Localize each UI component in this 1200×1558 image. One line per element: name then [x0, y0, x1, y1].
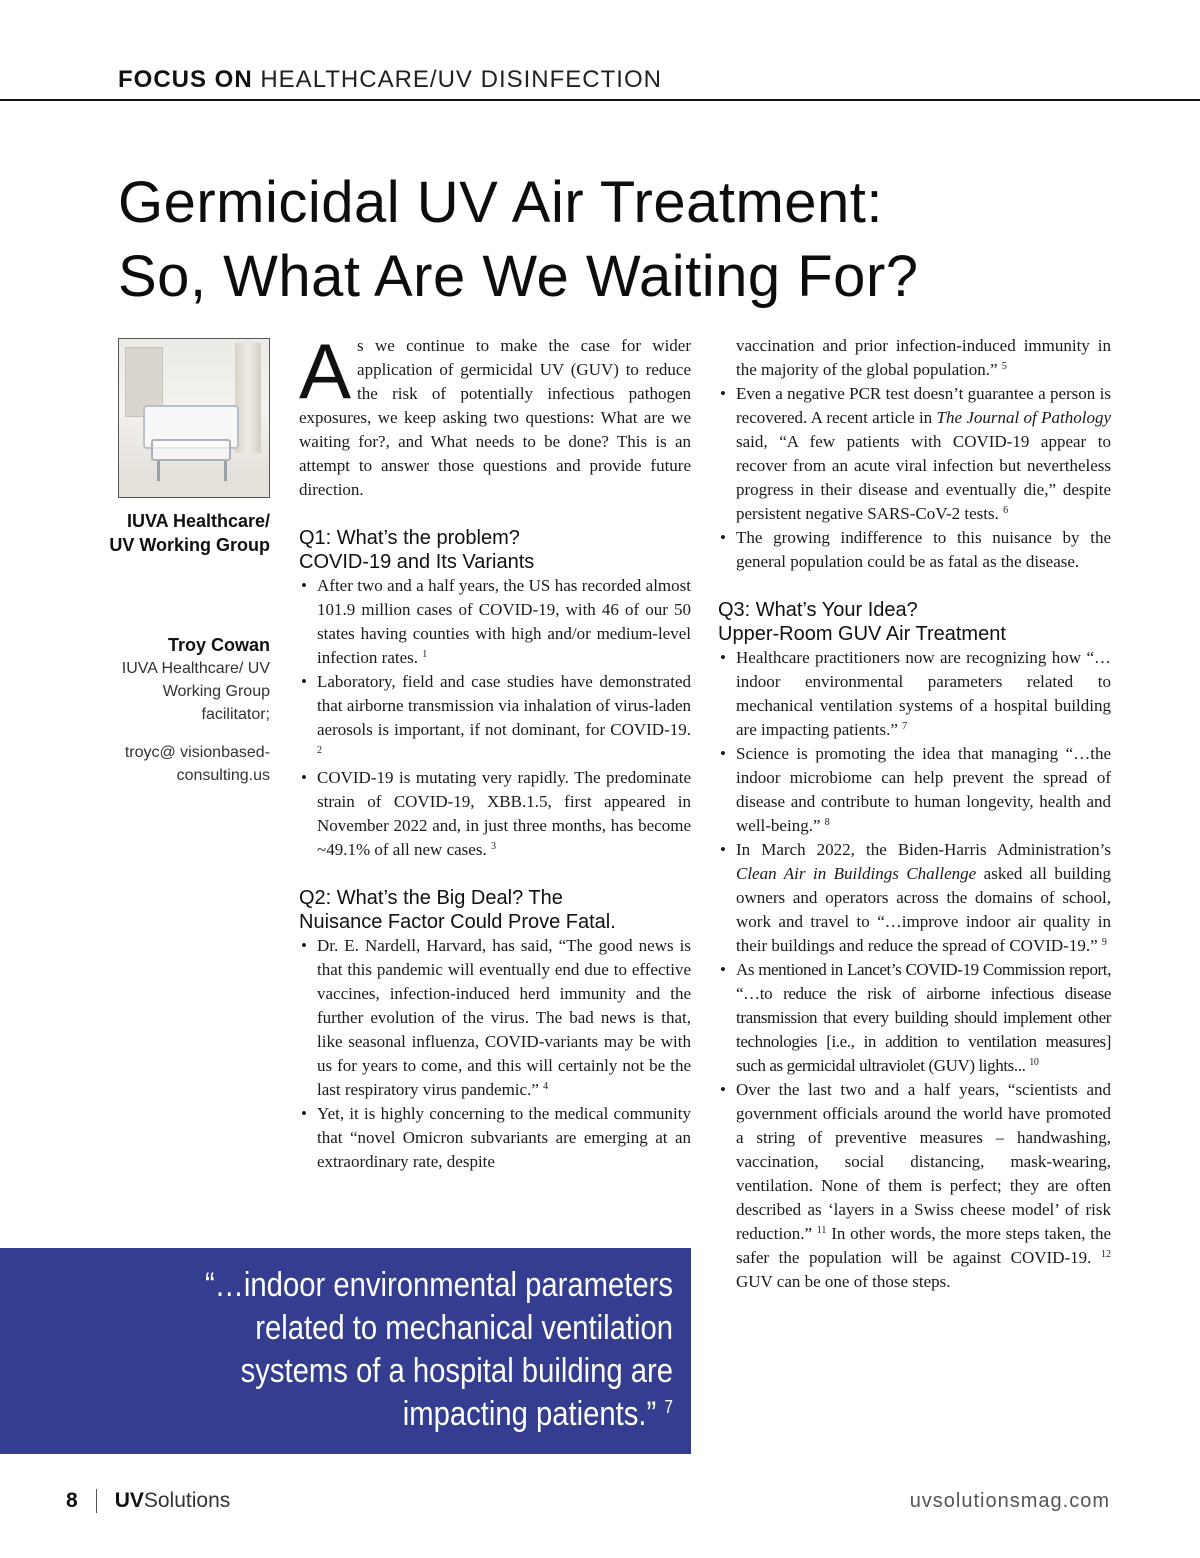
- list-item: [718, 526, 1111, 574]
- bullet-text: The growing indifference to this nuisance by the general population could be as fatal as the disease.: [736, 528, 1111, 571]
- author-email: troyc@ visionbased- consulting.us: [124, 744, 270, 784]
- title-line-1: Germicidal UV Air Treatment:: [118, 170, 883, 235]
- author-organization: IUVA Healthcare/ UV Working Group: [109, 511, 270, 555]
- author-role: IUVA Healthcare/ UV Working Group facilitator;: [121, 660, 270, 723]
- brand-light: Solutions: [143, 1489, 231, 1512]
- footnote-ref: 12: [1101, 1249, 1112, 1260]
- footer-left: [66, 1489, 230, 1513]
- footnote-ref: 3: [490, 841, 496, 852]
- continued-text: vaccination and prior infection-induced immunity in the majority of the global population.”: [736, 336, 1111, 379]
- q3-bullet-list: [718, 646, 1111, 1294]
- bullet-text: After two and a half years, the US has recorded almost 101.9 million cases of COVID-19, with 46 of our 50 states having counties with high and/or medium-level infection rates.: [317, 576, 691, 667]
- bullet-text: GUV can be one of those steps.: [736, 1272, 951, 1291]
- photo-bed-rail: [151, 439, 231, 461]
- q1-heading: [299, 526, 691, 574]
- footnote-ref: 7: [902, 721, 908, 732]
- bullet-text: Over the last two and a half years, “scientists and government officials around the world have promoted a string of preventive measures – handwashing, vaccination, social distancing, mask-wearing, ventilation. None of them is perfect; they are often described as ‘layers in a Swiss cheese model’ of risk reduction.”: [736, 1080, 1111, 1243]
- q1-heading-line-2: COVID-19 and Its Variants: [299, 551, 535, 573]
- list-item: [718, 838, 1111, 958]
- continued-paragraph: [718, 334, 1111, 382]
- q2-heading-line-1: Q2: What’s the Big Deal? The: [299, 887, 563, 909]
- article-title: [118, 166, 1118, 314]
- footnote-ref: 5: [1001, 361, 1007, 372]
- intro-text: s we continue to make the case for wider application of germicidal UV (GUV) to reduce the risk of potentially infectious pathogen exposures, we keep asking two questions: What are we waiting for?, and What needs to be done? This is an attempt to answer those questions and provide future direction.: [299, 336, 691, 499]
- title-line-2: So, What Are We Waiting For?: [118, 244, 919, 309]
- bullet-text: Laboratory, field and case studies have demonstrated that airborne transmission via inhalation of virus-laden aerosols is important, if not dominant, for COVID-19.: [317, 672, 691, 739]
- footnote-ref: 6: [1003, 505, 1009, 516]
- bullet-text: Yet, it is highly concerning to the medical community that “novel Omicron subvariants are emerging at an extraordinary rate, despite: [317, 1104, 691, 1171]
- q3-heading-line-2: Upper-Room GUV Air Treatment: [718, 623, 1006, 645]
- section-label-topic: HEALTHCARE/UV DISINFECTION: [260, 66, 662, 93]
- q2-bullet-list: [299, 934, 691, 1174]
- footer-website[interactable]: uvsolutionsmag.com: [909, 1490, 1110, 1512]
- list-item: [299, 670, 691, 766]
- list-item: [718, 1078, 1111, 1294]
- bullet-text: As mentioned in Lancet’s COVID-19 Commission report, “…to reduce the risk of airborne infectious disease transmission that every building should implement other technologies [i.e., in addition to ventilation measures] such as germicidal ultraviolet (GUV) lights...: [736, 960, 1111, 1075]
- footnote-ref: 1: [422, 649, 428, 660]
- footer-divider: [96, 1489, 97, 1513]
- bullet-text: said, “A few patients with COVID-19 appear to recover from an acute viral infection but nevertheless progress in their disease and eventually die,” despite persistent negative SARS-CoV-2 tests.: [736, 432, 1111, 523]
- footnote-ref: 2: [317, 745, 322, 756]
- footnote-ref: 10: [1029, 1057, 1039, 1068]
- footnote-ref: 8: [824, 817, 830, 828]
- bullet-text: Science is promoting the idea that managing “…the indoor microbiome can help prevent the spread of disease and contribute to human longevity, health and well-being.”: [736, 744, 1111, 835]
- footnote-ref: 4: [543, 1081, 549, 1092]
- body-column-1: [299, 327, 691, 1174]
- section-label-bold: FOCUS ON: [118, 66, 253, 93]
- header-divider: [0, 99, 1200, 101]
- body-column-2: [718, 334, 1111, 1294]
- page-number: 8: [66, 1489, 78, 1512]
- photo-bed-legs: [157, 461, 227, 481]
- bullet-text: In March 2022, the Biden-Harris Administration’s: [736, 840, 1111, 859]
- q1-bullet-list: [299, 574, 691, 862]
- hospital-room-photo: [118, 338, 270, 498]
- list-item: [299, 766, 691, 862]
- list-item: [299, 934, 691, 1102]
- drop-cap: A: [299, 327, 352, 415]
- q3-heading-line-1: Q3: What’s Your Idea?: [718, 599, 918, 621]
- bullet-text: Even a negative PCR test doesn’t guarantee a person is recovered. A recent article in: [736, 384, 1111, 427]
- bullet-text: Healthcare practitioners now are recognizing how “…indoor environmental parameters related to mechanical ventilation systems of a hospital building are impacting patients.”: [736, 648, 1111, 739]
- pull-quote-ref: 7: [664, 1397, 673, 1417]
- journal-title: The Journal of Pathology: [936, 408, 1111, 427]
- bullet-text: COVID-19 is mutating very rapidly. The predominate strain of COVID-19, XBB.1.5, first appeared in November 2022 and, in just three months, has become ~49.1% of all new cases.: [317, 768, 691, 859]
- intro-paragraph: [299, 327, 691, 502]
- pull-quote-box: [0, 1248, 691, 1454]
- q2-bullet-list-cont: [718, 382, 1111, 574]
- list-item: [718, 382, 1111, 526]
- author-name: Troy Cowan: [167, 635, 270, 655]
- footnote-ref: 9: [1101, 937, 1107, 948]
- bullet-text: In other words, the more steps taken, the safer the population will be against COVID-19.: [736, 1224, 1111, 1267]
- brand-bold: UV: [114, 1489, 144, 1512]
- bullet-text: asked all building owners and operators across the domains of school, work and travel to “…improve indoor air quality in their buildings and reduce the spread of COVID-19.”: [736, 864, 1111, 955]
- list-item: [299, 1102, 691, 1174]
- pull-quote: [157, 1264, 673, 1436]
- bullet-text: Dr. E. Nardell, Harvard, has said, “The good news is that this pandemic will eventually end due to effective vaccines, infection-induced herd immunity and the further evolution of the virus. The bad news is that, like seasonal influenza, COVID-variants may be with us for years to come, and this will certainly not be the last respiratory virus pandemic.”: [317, 936, 691, 1099]
- q2-heading: [299, 886, 691, 934]
- q2-heading-line-2: Nuisance Factor Could Prove Fatal.: [299, 911, 616, 933]
- list-item: [299, 574, 691, 670]
- program-title: Clean Air in Buildings Challenge: [736, 864, 977, 883]
- q3-heading: [718, 598, 1111, 646]
- list-item: [718, 646, 1111, 742]
- list-item: [718, 742, 1111, 838]
- q1-heading-line-1: Q1: What’s the problem?: [299, 527, 520, 549]
- footnote-ref: 11: [816, 1225, 827, 1236]
- section-header: [118, 66, 662, 94]
- list-item: [718, 958, 1111, 1078]
- pull-quote-text: “…indoor environmental parameters related to mechanical ventilation systems of a hospital building are impacting patients.”: [204, 1266, 673, 1433]
